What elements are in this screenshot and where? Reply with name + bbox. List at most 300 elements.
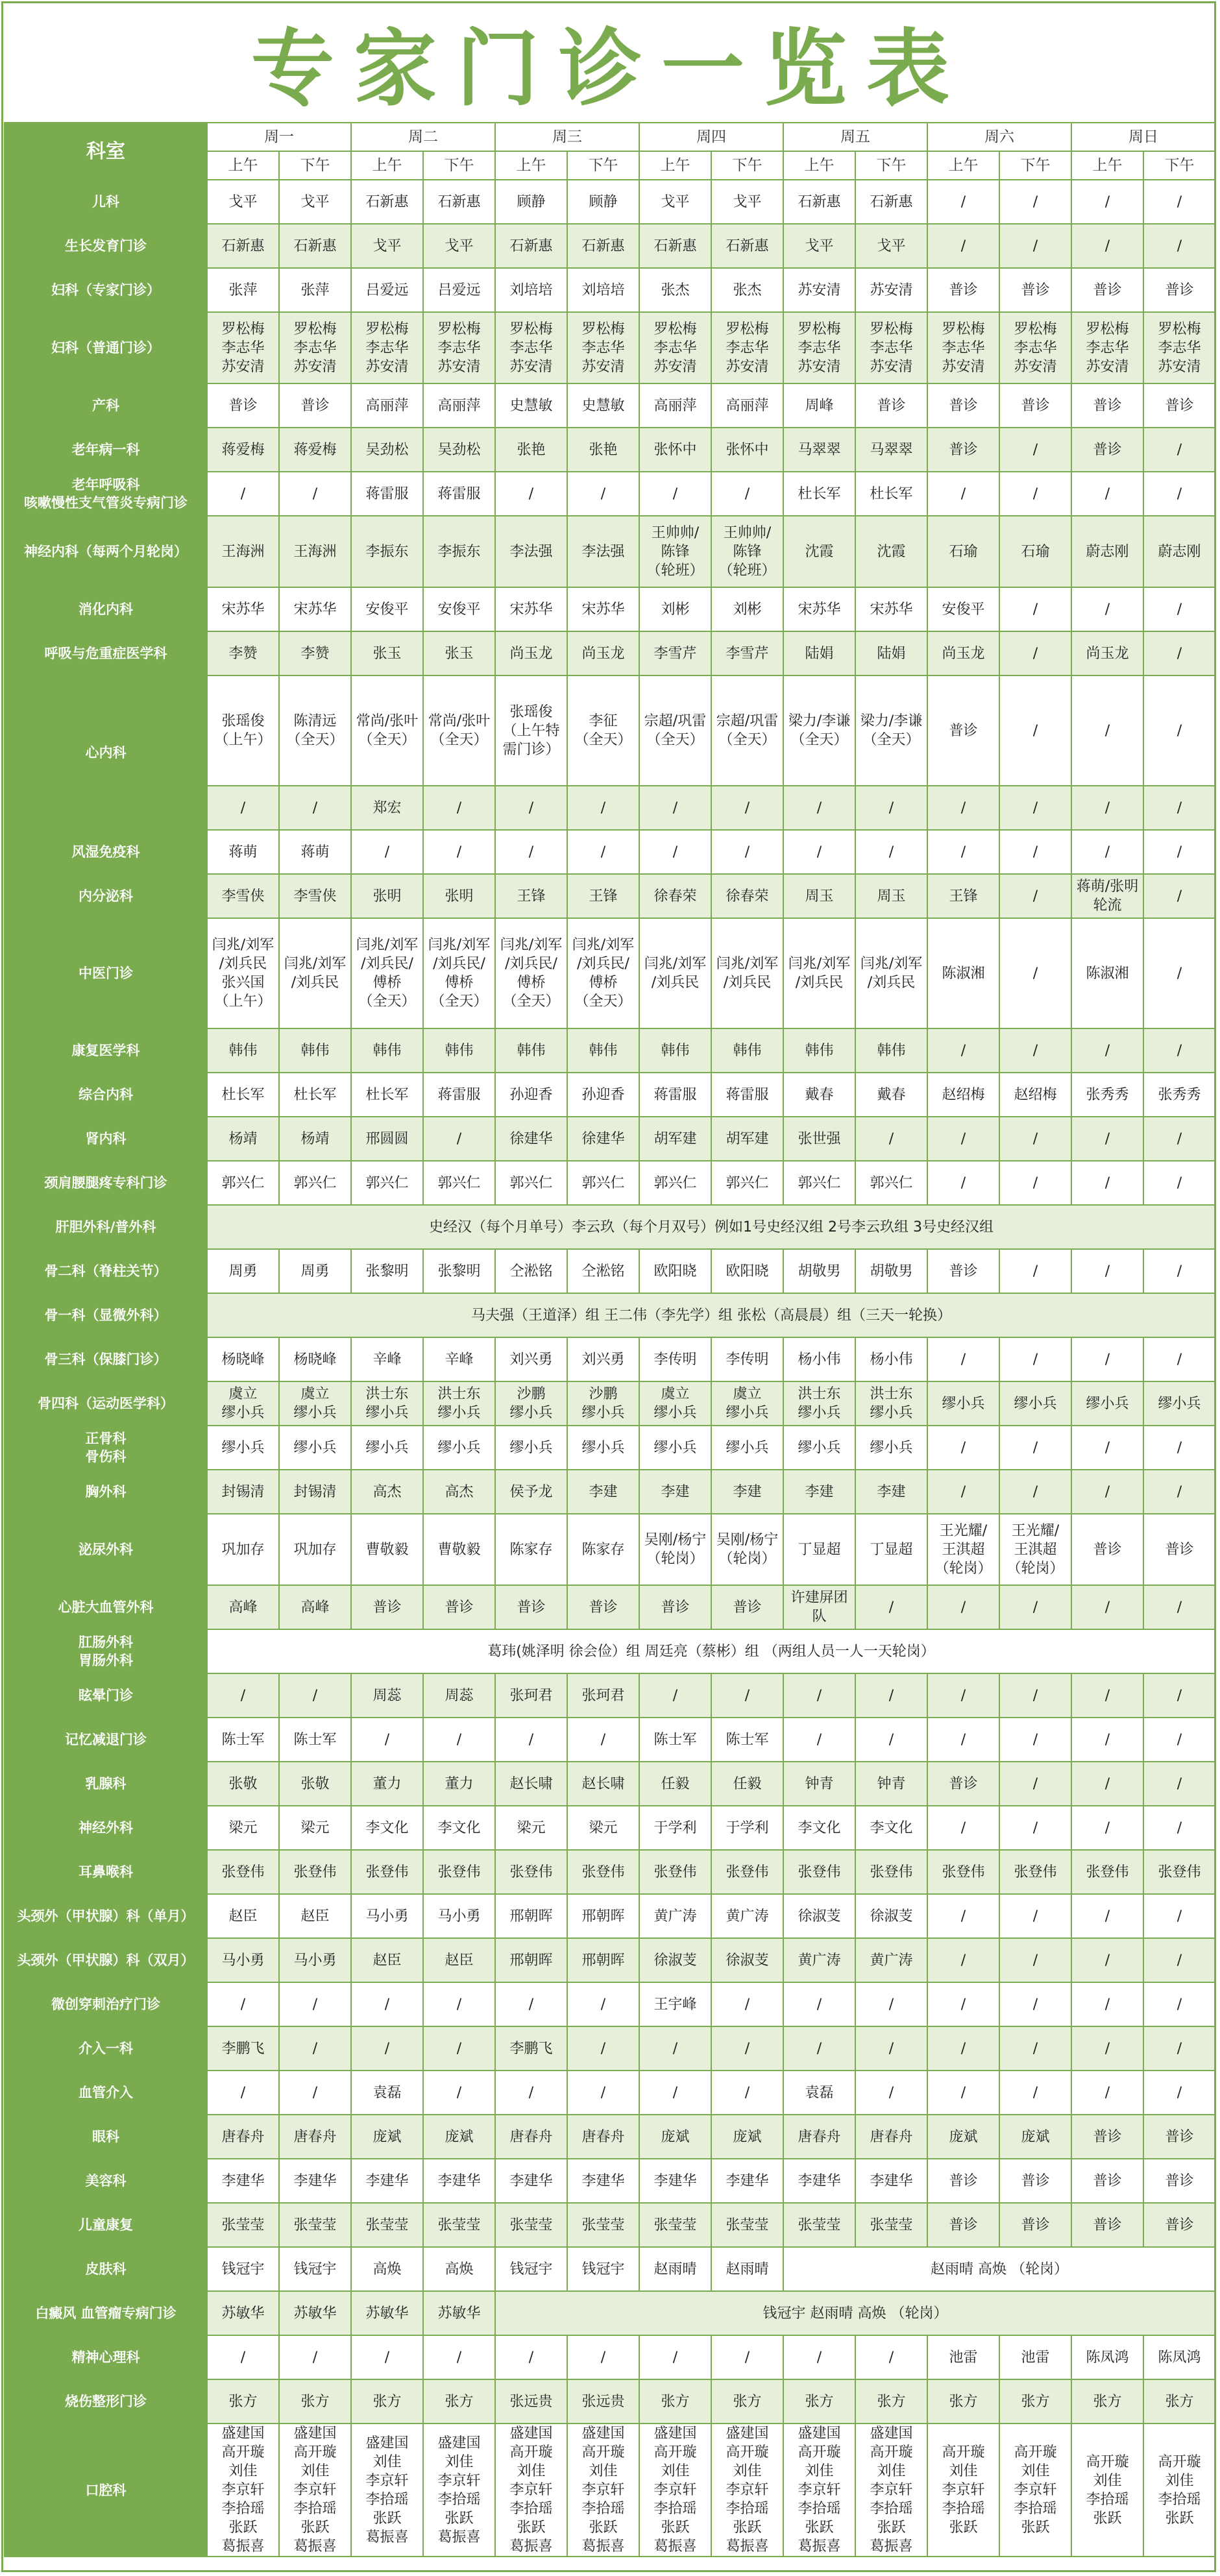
schedule-cell: 辛峰 [423, 1337, 495, 1381]
schedule-cell: 缪小兵 [279, 1426, 351, 1470]
schedule-cell: 李建华 [279, 2159, 351, 2203]
schedule-cell: 张怀中 [639, 428, 711, 472]
schedule-cell: 安俊平 [351, 587, 423, 631]
schedule-cell: 闫兆/刘军 /刘兵民 张兴国 （上午） [207, 918, 279, 1028]
schedule-cell: 罗松梅 李志华 苏安清 [207, 312, 279, 383]
schedule-cell: 杜长军 [279, 1073, 351, 1117]
schedule-cell: 李建 [783, 1470, 855, 1514]
department-name: 烧伤整形门诊 [5, 2379, 207, 2424]
schedule-cell: 闫兆/刘军 /刘兵民 [855, 918, 927, 1028]
schedule-cell: / [927, 786, 999, 830]
schedule-cell: 马小勇 [423, 1894, 495, 1938]
schedule-cell: 马小勇 [207, 1938, 279, 1982]
schedule-cell: / [999, 587, 1071, 631]
schedule-cell: 缪小兵 [423, 1426, 495, 1470]
schedule-cell: 陈家存 [495, 1514, 567, 1585]
schedule-cell: 普诊 [1143, 2203, 1215, 2247]
dept-column-header: 科室 [5, 123, 207, 180]
schedule-cell: 于学利 [711, 1806, 783, 1850]
table-row [5, 312, 1215, 383]
schedule-cell: 罗松梅 李志华 苏安清 [351, 312, 423, 383]
schedule-cell: 赵臣 [207, 1894, 279, 1938]
schedule-cell: 宋苏华 [783, 587, 855, 631]
schedule-cell: / [855, 786, 927, 830]
schedule-cell: 邢朝晖 [495, 1894, 567, 1938]
schedule-cell: 石新惠 [495, 224, 567, 268]
schedule-cell: 盛建国 高开璇 刘佳 李京轩 李拾瑶 张跃 葛振喜 [567, 2424, 639, 2557]
table-row [5, 1293, 1215, 1337]
schedule-cell: 缪小兵 [711, 1426, 783, 1470]
schedule-cell: 罗松梅 李志华 苏安清 [495, 312, 567, 383]
schedule-cell: 李赞 [279, 631, 351, 675]
schedule-cell: / [1143, 631, 1215, 675]
department-name: 骨二科（脊柱关节） [5, 1249, 207, 1293]
schedule-cell: 石新惠 [711, 224, 783, 268]
schedule-cell: / [783, 830, 855, 874]
schedule-cell: / [1071, 1249, 1143, 1293]
schedule-cell: 巩加存 [207, 1514, 279, 1585]
schedule-cell: 高丽萍 [711, 383, 783, 428]
schedule-cell: 徐春荣 [639, 874, 711, 918]
schedule-cell: / [783, 1673, 855, 1718]
schedule-cell: 张方 [1143, 2379, 1215, 2424]
table-row [5, 1673, 1215, 1718]
schedule-cell: / [999, 786, 1071, 830]
schedule-cell: / [927, 1718, 999, 1762]
schedule-cell: / [1071, 1673, 1143, 1718]
schedule-cell: 杨小伟 [855, 1337, 927, 1381]
schedule-cell: / [999, 1673, 1071, 1718]
schedule-cell: 洪士东 缪小兵 [423, 1381, 495, 1426]
schedule-cell: / [1071, 472, 1143, 516]
schedule-cell: 池雷 [999, 2335, 1071, 2379]
pm-header: 下午 [855, 151, 927, 180]
schedule-cell: / [999, 1117, 1071, 1161]
department-name: 综合内科 [5, 1073, 207, 1117]
schedule-cell: 高开璇 刘佳 李拾瑶 张跃 [1143, 2424, 1215, 2557]
schedule-cell: 戈平 [423, 224, 495, 268]
schedule-cell: / [1143, 874, 1215, 918]
schedule-cell: 郭兴仁 [855, 1161, 927, 1205]
schedule-cell: 周勇 [279, 1249, 351, 1293]
schedule-cell: / [999, 1806, 1071, 1850]
department-name: 内分泌科 [5, 874, 207, 918]
schedule-cell: 高杰 [351, 1470, 423, 1514]
schedule-cell: 洪士东 缪小兵 [783, 1381, 855, 1426]
schedule-cell: 普诊 [639, 1585, 711, 1629]
schedule-cell: 沙鹏 缪小兵 [567, 1381, 639, 1426]
table-row [5, 830, 1215, 874]
schedule-cell: 张黎明 [423, 1249, 495, 1293]
schedule-cell: / [495, 1718, 567, 1762]
schedule-cell: / [927, 1806, 999, 1850]
table-row [5, 1982, 1215, 2026]
schedule-cell: / [1071, 1117, 1143, 1161]
schedule-cell: 徐淑芰 [783, 1894, 855, 1938]
schedule-cell: 普诊 [1071, 2115, 1143, 2159]
schedule-cell: 马翠翠 [855, 428, 927, 472]
schedule-cell: / [207, 472, 279, 516]
schedule-cell: 张登伟 [855, 1850, 927, 1894]
schedule-cell: / [207, 1673, 279, 1718]
schedule-cell: 杨靖 [207, 1117, 279, 1161]
schedule-cell: 高开璇 刘佳 李京轩 李拾瑶 张跃 [999, 2424, 1071, 2557]
schedule-cell: 尚玉龙 [1071, 631, 1143, 675]
schedule-cell: 杜长军 [783, 472, 855, 516]
day-header: 周四 [639, 123, 783, 151]
schedule-cell: 常尚/张叶 （全天） [423, 675, 495, 786]
schedule-cell: / [927, 1161, 999, 1205]
schedule-cell: 盛建国 刘佳 李京轩 李拾瑶 张跃 葛振喜 [423, 2424, 495, 2557]
schedule-cell: 杨小伟 [783, 1337, 855, 1381]
schedule-cell: 普诊 [1071, 383, 1143, 428]
schedule-cell: 庞斌 [351, 2115, 423, 2159]
schedule-cell: 闫兆/刘军 /刘兵民/ 傅桥 （全天） [495, 918, 567, 1028]
table-row [5, 1426, 1215, 1470]
schedule-cell: 宗超/巩雷 （全天） [711, 675, 783, 786]
schedule-cell: 石新惠 [855, 180, 927, 224]
schedule-cell: 郭兴仁 [783, 1161, 855, 1205]
schedule-cell: / [927, 1028, 999, 1073]
schedule-cell: 戈平 [279, 180, 351, 224]
schedule-cell: 唐春舟 [855, 2115, 927, 2159]
schedule-cell: 唐春舟 [279, 2115, 351, 2159]
schedule-cell: 张方 [783, 2379, 855, 2424]
schedule-cell: 高开璇 刘佳 李京轩 李拾瑶 张跃 [927, 2424, 999, 2557]
schedule-cell: 罗松梅 李志华 苏安清 [711, 312, 783, 383]
schedule-cell: 张莹莹 [351, 2203, 423, 2247]
schedule-cell: 苏敏华 [423, 2291, 495, 2335]
schedule-cell: 王锋 [567, 874, 639, 918]
schedule-cell: / [423, 1718, 495, 1762]
schedule-cell: 赵臣 [423, 1938, 495, 1982]
schedule-cell: 王海洲 [279, 516, 351, 587]
schedule-cell: 赵臣 [351, 1938, 423, 1982]
schedule-cell: 唐春舟 [495, 2115, 567, 2159]
schedule-cell: 唐春舟 [207, 2115, 279, 2159]
department-name: 耳鼻喉科 [5, 1850, 207, 1894]
schedule-cell: 郭兴仁 [567, 1161, 639, 1205]
merged-schedule-cell: 马夫强（王道泽）组 王二伟（李先学）组 张松（高晨晨）组（三天一轮换） [207, 1293, 1215, 1337]
schedule-cell: 袁磊 [351, 2071, 423, 2115]
schedule-cell: / [279, 786, 351, 830]
schedule-cell: 杨晓峰 [279, 1337, 351, 1381]
schedule-cell: 张杰 [711, 268, 783, 312]
department-name: 心脏大血管外科 [5, 1585, 207, 1629]
schedule-cell: 徐建华 [495, 1117, 567, 1161]
schedule-cell: / [279, 472, 351, 516]
department-name: 骨三科（保膝门诊） [5, 1337, 207, 1381]
schedule-cell: 梁力/李谦 （全天） [783, 675, 855, 786]
schedule-cell: / [1143, 1117, 1215, 1161]
schedule-cell: / [1143, 1673, 1215, 1718]
schedule-cell: 梁元 [495, 1806, 567, 1850]
schedule-cell: 王帅帅/ 陈锋 （轮班） [711, 516, 783, 587]
schedule-cell: / [711, 830, 783, 874]
schedule-cell: 庞斌 [639, 2115, 711, 2159]
department-name: 血管介入 [5, 2071, 207, 2115]
schedule-cell: / [279, 2026, 351, 2071]
schedule-cell: 张怀中 [711, 428, 783, 472]
schedule-cell: 李征 （全天） [567, 675, 639, 786]
schedule-cell: 缪小兵 [855, 1426, 927, 1470]
schedule-cell: 普诊 [1143, 383, 1215, 428]
schedule-cell: 宋苏华 [855, 587, 927, 631]
schedule-cell: 普诊 [999, 268, 1071, 312]
schedule-cell: 杨靖 [279, 1117, 351, 1161]
schedule-cell: 石瑜 [927, 516, 999, 587]
schedule-cell: 李振东 [423, 516, 495, 587]
pm-header: 下午 [999, 151, 1071, 180]
schedule-cell: / [423, 1982, 495, 2026]
schedule-cell: / [1071, 587, 1143, 631]
schedule-cell: 沈霞 [783, 516, 855, 587]
schedule-cell: 安俊平 [927, 587, 999, 631]
schedule-cell: 徐建华 [567, 1117, 639, 1161]
schedule-cell: 普诊 [855, 383, 927, 428]
schedule-cell: / [279, 1673, 351, 1718]
schedule-cell: 李建华 [351, 2159, 423, 2203]
schedule-cell: / [999, 2071, 1071, 2115]
schedule-cell: 刘彬 [711, 587, 783, 631]
schedule-cell: 蒋萌 [279, 830, 351, 874]
schedule-cell: 张瑶俊 （上午） [207, 675, 279, 786]
schedule-cell: 周勇 [207, 1249, 279, 1293]
schedule-cell: 普诊 [1071, 2159, 1143, 2203]
schedule-cell: 宋苏华 [207, 587, 279, 631]
schedule-cell: / [1071, 830, 1143, 874]
schedule-cell: / [927, 1673, 999, 1718]
department-name: 康复医学科 [5, 1028, 207, 1073]
schedule-cell: 杜长军 [855, 472, 927, 516]
am-header: 上午 [495, 151, 567, 180]
schedule-cell: 蒋雷服 [351, 472, 423, 516]
table-row [5, 587, 1215, 631]
table-row [5, 2379, 1215, 2424]
schedule-cell: 石新惠 [639, 224, 711, 268]
department-name: 泌尿外科 [5, 1514, 207, 1585]
table-row [5, 1894, 1215, 1938]
day-header: 周三 [495, 123, 639, 151]
schedule-cell: 赵雨晴 [639, 2247, 711, 2291]
schedule-cell: 缪小兵 [1071, 1381, 1143, 1426]
schedule-cell: / [783, 1982, 855, 2026]
schedule-cell: / [999, 1762, 1071, 1806]
department-name: 精神心理科 [5, 2335, 207, 2379]
schedule-cell: 李文化 [423, 1806, 495, 1850]
schedule-cell: 张艳 [567, 428, 639, 472]
schedule-cell: / [207, 2335, 279, 2379]
department-name: 老年病一科 [5, 428, 207, 472]
schedule-cell: 王帅帅/ 陈锋 （轮班） [639, 516, 711, 587]
table-row [5, 1470, 1215, 1514]
schedule-cell: 高焕 [423, 2247, 495, 2291]
schedule-cell: / [711, 2026, 783, 2071]
schedule-cell: 韩伟 [279, 1028, 351, 1073]
table-row [5, 268, 1215, 312]
schedule-cell: 戈平 [783, 224, 855, 268]
schedule-cell: / [855, 2335, 927, 2379]
department-name: 眼科 [5, 2115, 207, 2159]
schedule-cell: / [999, 1161, 1071, 1205]
schedule-cell: 李文化 [351, 1806, 423, 1850]
schedule-cell: / [567, 472, 639, 516]
schedule-cell: / [927, 1337, 999, 1381]
schedule-cell: 张登伟 [1143, 1850, 1215, 1894]
schedule-cell: / [927, 472, 999, 516]
table-row [5, 874, 1215, 918]
table-row [5, 1514, 1215, 1585]
schedule-cell: 虞立 缪小兵 [711, 1381, 783, 1426]
table-row [5, 1073, 1215, 1117]
schedule-cell: / [999, 1337, 1071, 1381]
page-title: 专家门诊一览表 [250, 21, 969, 117]
merged-schedule-cell: 赵雨晴 高焕 （轮岗） [783, 2247, 1215, 2291]
schedule-cell: 张登伟 [423, 1850, 495, 1894]
schedule-cell: 王宇峰 [639, 1982, 711, 2026]
schedule-cell: / [711, 1673, 783, 1718]
schedule-cell: 安俊平 [423, 587, 495, 631]
schedule-cell: / [1071, 224, 1143, 268]
schedule-cell: 常尚/张叶 （全天） [351, 675, 423, 786]
schedule-cell: 梁元 [279, 1806, 351, 1850]
department-name: 微创穿刺治疗门诊 [5, 1982, 207, 2026]
schedule-cell: 仝淞铭 [495, 1249, 567, 1293]
schedule-cell: / [783, 2026, 855, 2071]
schedule-cell: / [999, 918, 1071, 1028]
schedule-cell: 石新惠 [279, 224, 351, 268]
schedule-cell: 张方 [279, 2379, 351, 2424]
schedule-cell: 李鹏飞 [495, 2026, 567, 2071]
schedule-cell: 孙迎香 [567, 1073, 639, 1117]
schedule-cell: 张登伟 [207, 1850, 279, 1894]
schedule-cell: 张明 [351, 874, 423, 918]
schedule-cell: 普诊 [1071, 2203, 1143, 2247]
schedule-cell: 陈清远 （全天） [279, 675, 351, 786]
table-row [5, 631, 1215, 675]
schedule-cell: / [1071, 1426, 1143, 1470]
pm-header: 下午 [279, 151, 351, 180]
schedule-cell: 李建华 [639, 2159, 711, 2203]
schedule-cell: 普诊 [927, 675, 999, 786]
pm-header: 下午 [1143, 151, 1215, 180]
schedule-cell: 韩伟 [207, 1028, 279, 1073]
schedule-cell: 周蕊 [423, 1673, 495, 1718]
am-header: 上午 [1071, 151, 1143, 180]
schedule-cell: / [711, 2071, 783, 2115]
schedule-cell: 邢朝晖 [495, 1938, 567, 1982]
schedule-cell: / [1143, 1806, 1215, 1850]
schedule-cell: 王光耀/ 王淇超 （轮岗） [927, 1514, 999, 1585]
schedule-cell: 罗松梅 李志华 苏安清 [855, 312, 927, 383]
schedule-cell: / [1143, 1894, 1215, 1938]
schedule-cell: 罗松梅 李志华 苏安清 [783, 312, 855, 383]
schedule-cell: 闫兆/刘军 /刘兵民/ 傅桥 （全天） [423, 918, 495, 1028]
schedule-cell: 缪小兵 [495, 1426, 567, 1470]
schedule-cell: 虞立 缪小兵 [207, 1381, 279, 1426]
schedule-cell: 马翠翠 [783, 428, 855, 472]
schedule-cell: / [1071, 1470, 1143, 1514]
schedule-cell: 李建华 [855, 2159, 927, 2203]
pm-header: 下午 [711, 151, 783, 180]
department-name: 中医门诊 [5, 918, 207, 1028]
schedule-cell: 孙迎香 [495, 1073, 567, 1117]
schedule-cell: 蒋爱梅 [207, 428, 279, 472]
schedule-cell: 李建 [711, 1470, 783, 1514]
schedule-cell: 宋苏华 [567, 587, 639, 631]
schedule-cell: 张莹莹 [711, 2203, 783, 2247]
schedule-cell: / [855, 1673, 927, 1718]
schedule-cell: 陈家存 [567, 1514, 639, 1585]
table-row [5, 1629, 1215, 1673]
schedule-cell: 苏敏华 [351, 2291, 423, 2335]
schedule-cell: 普诊 [927, 2203, 999, 2247]
schedule-cell: 杜长军 [351, 1073, 423, 1117]
schedule-cell: 闫兆/刘军 /刘兵民 [711, 918, 783, 1028]
schedule-cell: 刘兴勇 [495, 1337, 567, 1381]
table-row [5, 2115, 1215, 2159]
schedule-cell: 沈霞 [855, 516, 927, 587]
schedule-cell: 普诊 [1143, 1514, 1215, 1585]
schedule-cell: / [351, 1718, 423, 1762]
schedule-cell: 张莹莹 [207, 2203, 279, 2247]
schedule-cell: 石瑜 [999, 516, 1071, 587]
am-header: 上午 [783, 151, 855, 180]
schedule-cell: / [423, 2071, 495, 2115]
schedule-cell: 史慧敏 [567, 383, 639, 428]
department-name: 白癜风 血管瘤专病门诊 [5, 2291, 207, 2335]
schedule-cell: 钱冠宇 [279, 2247, 351, 2291]
schedule-cell: / [999, 472, 1071, 516]
schedule-cell: 陈淑湘 [927, 918, 999, 1028]
schedule-cell: 杜长军 [207, 1073, 279, 1117]
schedule-cell: 普诊 [1143, 268, 1215, 312]
schedule-cell: 张方 [999, 2379, 1071, 2424]
table-row [5, 224, 1215, 268]
schedule-cell: 闫兆/刘军 /刘兵民 [639, 918, 711, 1028]
schedule-cell: 闫兆/刘军 /刘兵民 [783, 918, 855, 1028]
schedule-cell: 石新惠 [351, 180, 423, 224]
day-header: 周二 [351, 123, 495, 151]
schedule-cell: / [1143, 1982, 1215, 2026]
schedule-cell: 戈平 [639, 180, 711, 224]
schedule-cell: 张莹莹 [567, 2203, 639, 2247]
schedule-cell: / [1143, 472, 1215, 516]
schedule-cell: 缪小兵 [927, 1381, 999, 1426]
schedule-cell: / [999, 675, 1071, 786]
schedule-cell: 盛建国 高开璇 刘佳 李京轩 李拾瑶 张跃 葛振喜 [783, 2424, 855, 2557]
schedule-cell: 庞斌 [423, 2115, 495, 2159]
schedule-cell: / [639, 2071, 711, 2115]
schedule-cell: 沙鹏 缪小兵 [495, 1381, 567, 1426]
schedule-cell: 梁元 [207, 1806, 279, 1850]
schedule-cell: 吕爱远 [351, 268, 423, 312]
schedule-cell: 梁力/李谦 （全天） [855, 675, 927, 786]
schedule-cell: 庞斌 [711, 2115, 783, 2159]
schedule-cell: 董力 [423, 1762, 495, 1806]
schedule-cell: 钱冠宇 [207, 2247, 279, 2291]
schedule-cell: / [927, 2026, 999, 2071]
schedule-cell: / [495, 786, 567, 830]
schedule-cell: / [1143, 2071, 1215, 2115]
schedule-cell: 洪士东 缪小兵 [855, 1381, 927, 1426]
schedule-cell: 张秀秀 [1071, 1073, 1143, 1117]
schedule-cell: 李雪芹 [639, 631, 711, 675]
schedule-cell: 韩伟 [855, 1028, 927, 1073]
schedule-cell: / [423, 786, 495, 830]
schedule-cell: 张世强 [783, 1117, 855, 1161]
schedule-cell: 普诊 [279, 383, 351, 428]
